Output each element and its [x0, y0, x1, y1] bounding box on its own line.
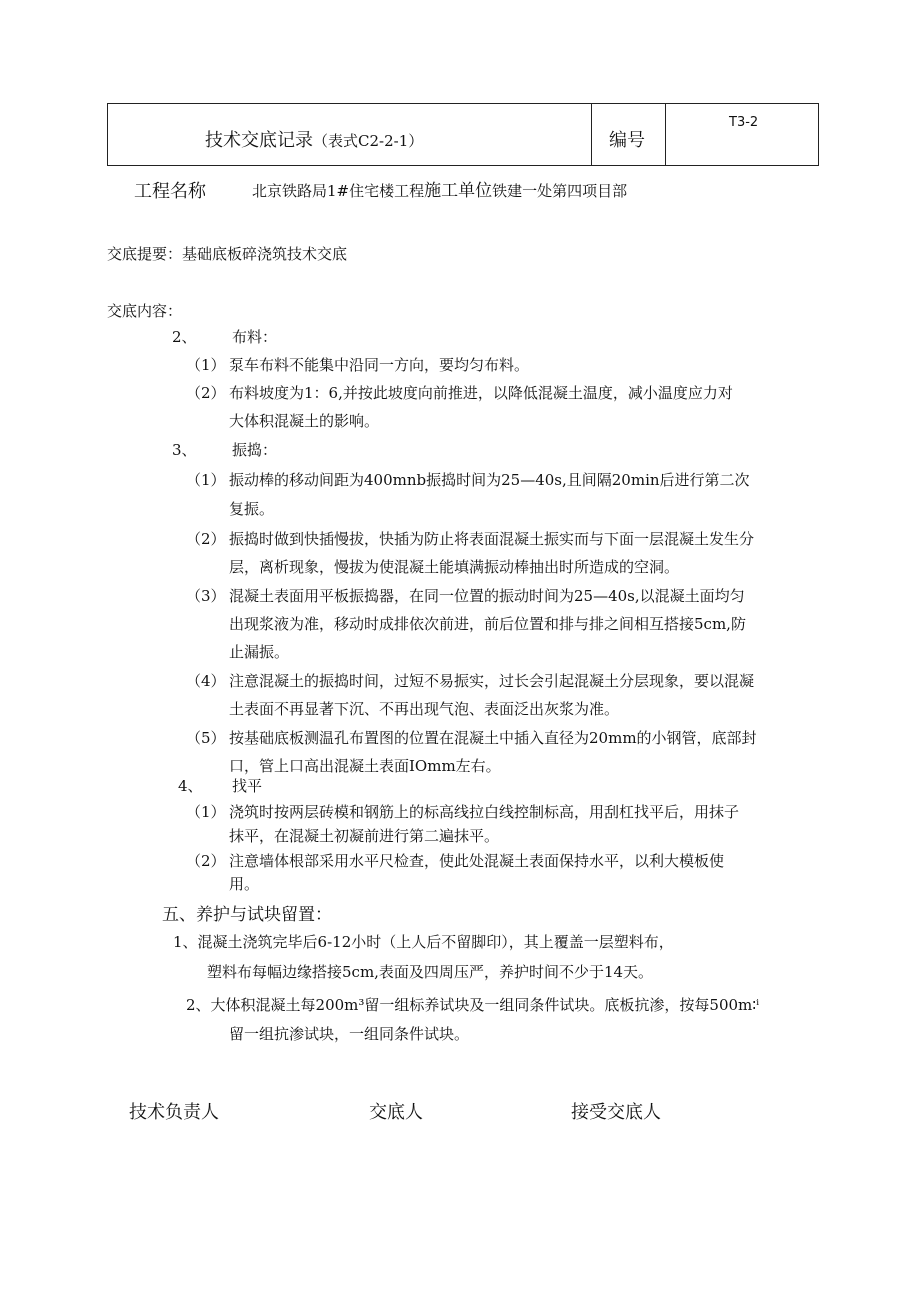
s5-p2-line1: 2、大体积混凝土每200m³留一组标养试块及一组同条件试块。底板抗渗，按每500m∶ⁱ: [186, 996, 760, 1014]
s5-p2-line2: 留一组抗渗试块，一组同条件试块。: [229, 1025, 470, 1043]
section2-num: 2、: [172, 328, 197, 346]
s2-item1-line1: 泵车布料不能集中沿同一方向，要均匀布料。: [229, 356, 530, 374]
s3-item5-num: （5）: [186, 729, 226, 747]
project-line: [252, 176, 627, 201]
document-title: [205, 126, 423, 152]
s4-item2-num: （2）: [186, 852, 226, 870]
section3-title: 振捣：: [232, 441, 278, 459]
s3-item5-line1: 按基础底板测温孔布置图的位置在混凝土中插入直径为20mm的小钢管，底部封: [229, 729, 757, 747]
number-label: 编号: [609, 130, 645, 151]
number-value-cell: [665, 104, 818, 165]
number-value: T3-2: [729, 115, 759, 130]
s2-item2-line1: 布料坡度为1：6,并按此坡度向前推进，以降低混凝土温度，减小温度应力对: [229, 384, 733, 402]
header-table: [107, 103, 819, 166]
s5-p1-line1: 1、混凝土浇筑完毕后6-12小时（上人后不留脚印），其上覆盖一层塑料布，: [173, 933, 674, 951]
project-name-value: 北京铁路局1#住宅楼工程: [252, 182, 425, 200]
s3-item4-num: （4）: [186, 672, 226, 690]
receiver-label: 接受交底人: [571, 1102, 661, 1123]
section2-title: 布料：: [232, 328, 278, 346]
s3-item2-line2: 层，离析现象，慢拔为使混凝土能填满振动棒抽出时所造成的空洞。: [229, 558, 680, 576]
form-code: （表式C2-2-1）: [313, 132, 424, 150]
s2-item1-num: （1）: [186, 356, 226, 374]
title-cell: [108, 104, 592, 165]
s4-item1-line2: 抹平，在混凝土初凝前进行第二遍抹平。: [229, 827, 500, 845]
section5-title: 五、养护与试块留置：: [162, 905, 332, 925]
summary: 交底提要：基础底板碎浇筑技术交底: [107, 245, 348, 263]
s2-item2-num: （2）: [186, 384, 226, 402]
construction-unit-label: 施工单位: [424, 181, 493, 201]
s4-item2-line2: 用。: [229, 875, 260, 893]
s3-item1-line1: 振动棒的移动间距为400mnb振捣时间为25—40s,且间隔20min后进行第二次: [229, 471, 750, 489]
title-text: 技术交底记录: [205, 130, 313, 151]
s3-item1-line2: 复振。: [229, 500, 275, 518]
number-label-cell: [591, 104, 666, 165]
section4-num: 4、: [178, 777, 203, 795]
s3-item3-num: （3）: [186, 587, 226, 605]
content-label: 交底内容：: [107, 302, 183, 320]
construction-unit-value: 铁建一处第四项目部: [492, 182, 628, 200]
project-name-label: 工程名称: [134, 181, 206, 202]
s4-item1-line1: 浇筑时按两层砖模和钢筋上的标高线拉白线控制标高，用刮杠找平后，用抹子: [229, 803, 740, 821]
s4-item1-num: （1）: [186, 803, 226, 821]
s3-item3-line1: 混凝土表面用平板振捣器，在同一位置的振动时间为25—40s,以混凝土面均匀: [229, 587, 745, 605]
s5-p1-line2: 塑料布每幅边缘搭接5cm,表面及四周压严，养护时间不少于14天。: [207, 963, 654, 981]
s3-item2-line1: 振捣时做到快插慢拔，快插为防止将表面混凝土振实而与下面一层混凝土发生分: [229, 530, 755, 548]
s3-item4-line1: 注意混凝土的振捣时间，过短不易振实，过长会引起混凝土分层现象，要以混凝: [229, 672, 755, 690]
presenter-label: 交底人: [369, 1102, 423, 1123]
section3-num: 3、: [172, 441, 197, 459]
s3-item3-line2: 出现浆液为准，移动时成排依次前进，前后位置和排与排之间相互搭接5cm,防: [229, 615, 746, 633]
s3-item5-line2: 口，管上口高出混凝土表面IOmm左右。: [229, 757, 501, 775]
s3-item1-num: （1）: [186, 471, 226, 489]
s3-item2-num: （2）: [186, 530, 226, 548]
s3-item4-line2: 土表面不再显著下沉、不再出现气泡、表面泛出灰浆为准。: [229, 700, 620, 718]
s3-item3-line3: 止漏振。: [229, 643, 290, 661]
s4-item2-line1: 注意墙体根部采用水平尺检查，使此处混凝土表面保持水平，以利大模板使: [229, 852, 725, 870]
s2-item2-line2: 大体积混凝土的影响。: [229, 412, 380, 430]
section4-title: 找平: [232, 777, 263, 795]
tech-lead-label: 技术负责人: [129, 1102, 219, 1123]
